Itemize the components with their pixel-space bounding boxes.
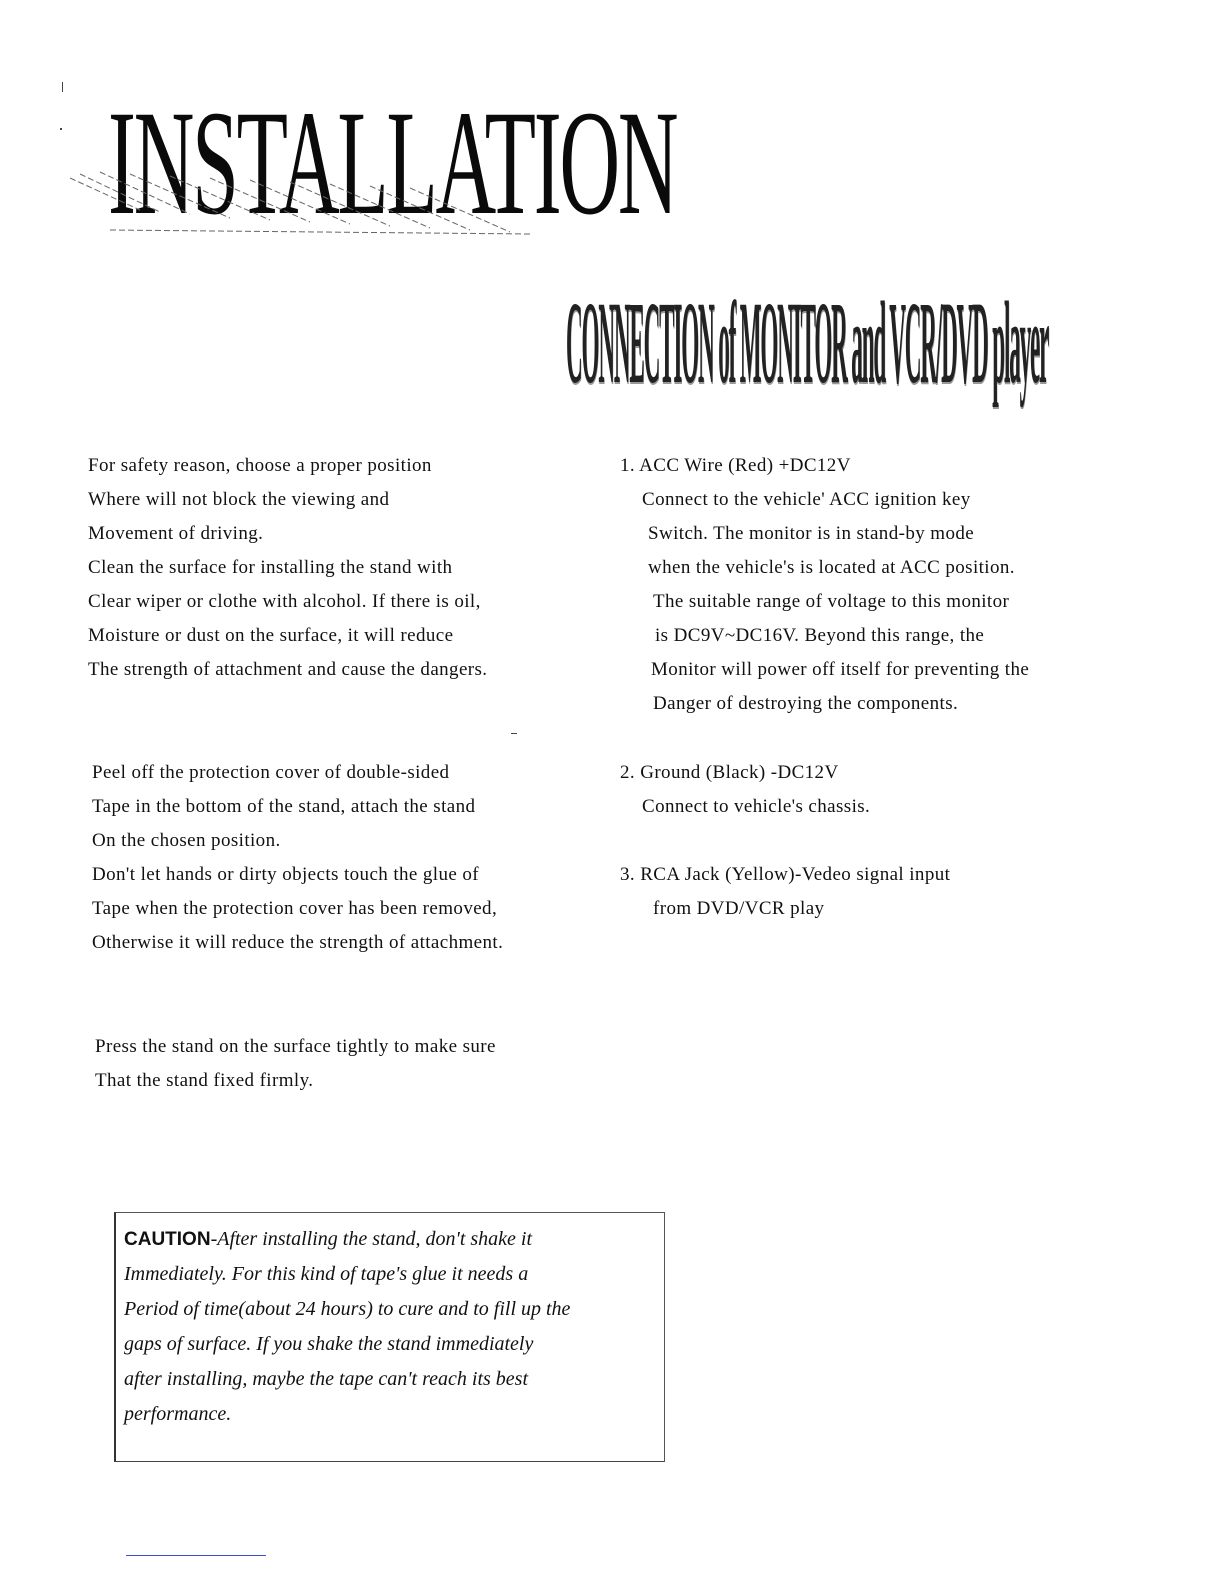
caution-line: Period of time(about 24 hours) to cure and to fill up the xyxy=(124,1298,571,1320)
text-line: is DC9V~DC16V. Beyond this range, the xyxy=(655,625,985,646)
item-heading: 1. ACC Wire (Red) +DC12V xyxy=(620,455,851,476)
text-line: Tape in the bottom of the stand, attach the stand xyxy=(92,796,476,817)
text-line: Connect to vehicle's chassis. xyxy=(642,796,871,817)
left-paragraph-2 xyxy=(92,756,503,960)
title-hatch-decoration xyxy=(70,170,540,240)
connection-item-acc-wire xyxy=(620,449,1029,721)
text-line: Moisture or dust on the surface, it will reduce xyxy=(88,625,454,646)
caution-line: -After installing the stand, don't shake it xyxy=(210,1228,533,1250)
text-line: Peel off the protection cover of double-sided xyxy=(92,762,450,783)
text-line: Connect to the vehicle' ACC ignition key xyxy=(642,489,971,510)
text-line: Otherwise it will reduce the strength of attachment. xyxy=(92,932,504,953)
text-line: Clean the surface for installing the stand with xyxy=(88,557,453,578)
left-paragraph-1 xyxy=(88,449,487,687)
text-line: On the chosen position. xyxy=(92,830,281,851)
text-line: Movement of driving. xyxy=(88,523,264,544)
connection-item-ground xyxy=(620,756,870,824)
text-line: Tape when the protection cover has been removed, xyxy=(92,898,498,919)
caution-first-line xyxy=(124,1222,570,1257)
item-heading: 3. RCA Jack (Yellow)-Vedeo signal input xyxy=(620,864,951,885)
caution-label: CAUTION xyxy=(124,1229,211,1250)
scan-speck xyxy=(62,82,63,92)
text-line: Monitor will power off itself for preventing the xyxy=(651,659,1030,680)
text-line: Danger of destroying the components. xyxy=(653,693,959,714)
caution-line: gaps of surface. If you shake the stand immediately xyxy=(124,1333,534,1355)
text-line: For safety reason, choose a proper position xyxy=(88,455,432,476)
scan-speck xyxy=(60,128,62,130)
caution-line: performance. xyxy=(124,1403,232,1425)
item-heading: 2. Ground (Black) -DC12V xyxy=(620,762,839,783)
connection-item-rca-jack xyxy=(620,858,950,926)
caution-text xyxy=(124,1222,570,1432)
section-subtitle: CONNECTION of MONITOR and VCR/DVD player xyxy=(566,277,1049,408)
text-line: when the vehicle's is located at ACC position. xyxy=(648,557,1015,578)
scan-speck xyxy=(511,733,517,734)
text-line: Where will not block the viewing and xyxy=(88,489,390,510)
text-line: from DVD/VCR play xyxy=(653,898,825,919)
text-line: Don't let hands or dirty objects touch the glue of xyxy=(92,864,479,885)
page-title: INSTALLATION xyxy=(108,80,677,246)
left-paragraph-3 xyxy=(95,1030,496,1098)
text-line: The strength of attachment and cause the dangers. xyxy=(88,659,488,680)
text-line: The suitable range of voltage to this monitor xyxy=(653,591,1010,612)
caution-line: Immediately. For this kind of tape's glue it needs a xyxy=(124,1263,529,1285)
text-line: Press the stand on the surface tightly to make sure xyxy=(95,1036,496,1057)
text-line: That the stand fixed firmly. xyxy=(95,1070,314,1091)
page-bottom-rule xyxy=(126,1555,266,1556)
caution-line: after installing, maybe the tape can't reach its best xyxy=(124,1368,529,1390)
text-line: Switch. The monitor is in stand-by mode xyxy=(648,523,975,544)
text-line: Clear wiper or clothe with alcohol. If there is oil, xyxy=(88,591,481,612)
